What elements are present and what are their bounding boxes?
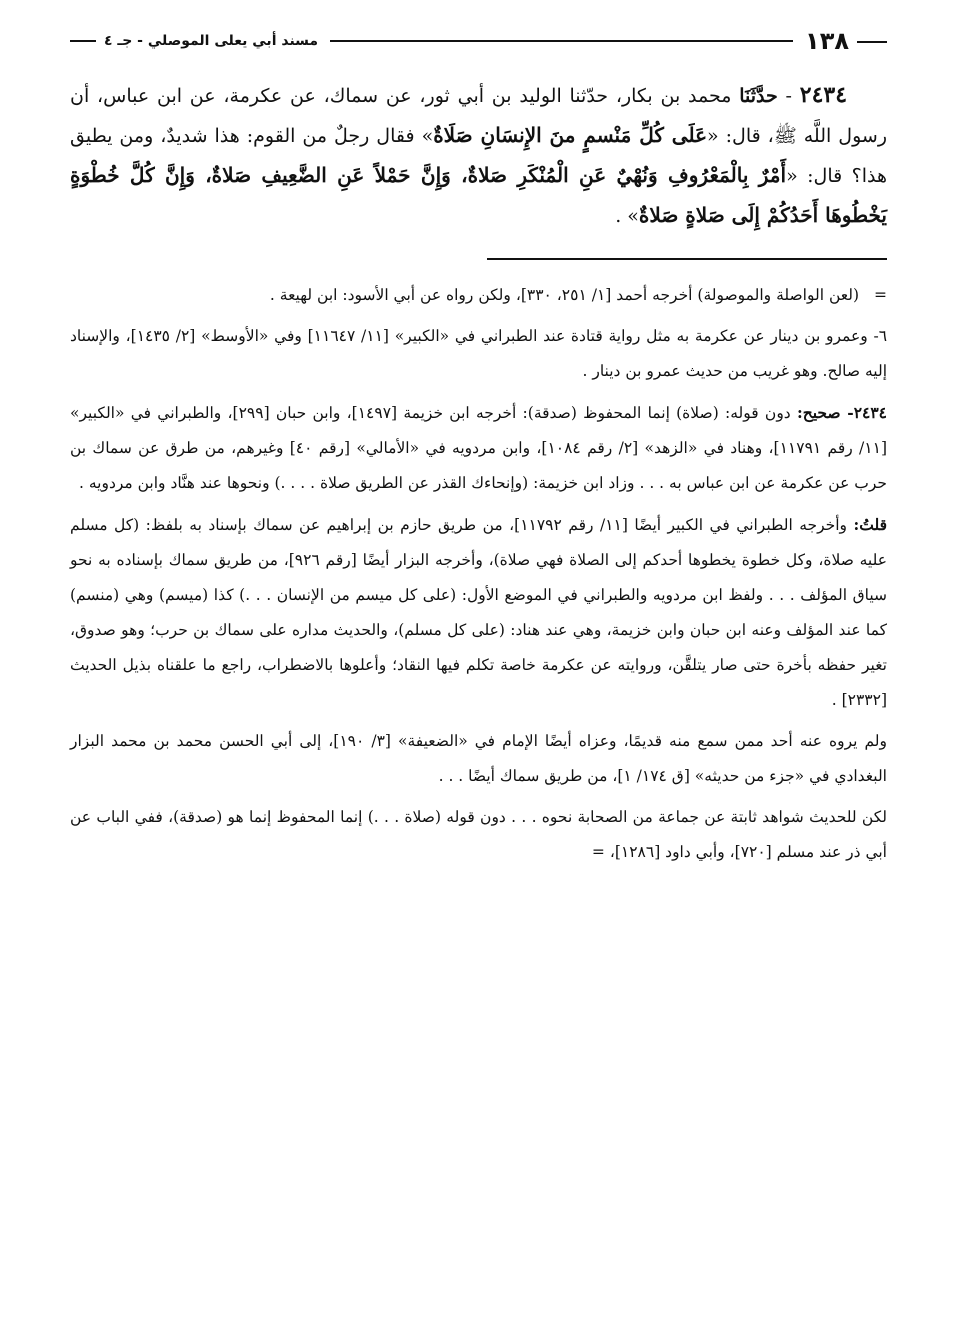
hadith-text xyxy=(70,76,887,236)
hadith-lead: حدَّثَنَا xyxy=(739,85,778,107)
hadith-dash: - xyxy=(777,85,800,107)
footnote-qultu xyxy=(70,507,887,718)
footnote-shawahid xyxy=(70,800,887,870)
footnote-further xyxy=(70,724,887,794)
footnote-separator xyxy=(487,258,887,260)
footnote-text: وأخرجه الطبراني في الكبير أيضًا [١١/ رقم ١١٧٩٢]، من طريق حازم بن إبراهيم عن سماك بإسناد به بلفظ: (كل مسلم عليه صلاة، وكل خطوة يخطوها أحدكم إلى الصلاة فهي صلاة)، وأخرجه البزار أيضًا [رقم ٩٢٦]، من طريق سماك بإسناده به نحو سياق المؤلف . . . ولفظ ابن مردويه والطبراني في الموضع الأول: (على كل ميسم من الإنسان . . .) كذا (ميسم) وهي (منسم) كما عند المؤلف وعنه ابن حبان وابن خزيمة، وهي عند هناد: (على كل مسلم)، والحديث مداره على سماك بن حرب؛ وهو صدوق، تغير حفظه بأخرة حتى صار يتلقَّن، وروايته عن عكرمة خاصة تكلم فيها النقاد؛ وأعلوها بالاضطراب، راجع ما علقناه بذيل الحديث [٢٣٣٢] . xyxy=(70,516,887,709)
hadith-mid: » فقال رجلٌ من القوم: هذا شديدٌ، ومن يطيق هذا؟ قال: « xyxy=(70,125,888,187)
hadith-quote-1: عَلَى كُلِّ مَنْسمٍ منَ الإِنسَانِ صَلَاةٌ xyxy=(433,123,708,147)
page-header xyxy=(70,26,887,56)
footnotes xyxy=(70,278,887,870)
footnote-text: ولم يروه عنه أحد ممن سمع منه قديمًا، وعزاه أيضًا الإمام في «الضعيفة» [٣/ ١٩٠]، إلى أبي الحسن محمد بن محمد البزار البغدادي في «جزء من حديثه» [ق ١٧٤/ ١]، من طريق سماك أيضًا . . . xyxy=(70,732,887,785)
footnote-lead: ٢٤٣٤- صحيح: xyxy=(796,403,888,422)
footnote-continuation-marker: = xyxy=(874,286,887,304)
header-rule xyxy=(330,40,793,42)
footnote-lead: قلتُ: xyxy=(853,515,887,534)
footnote-text: دون قوله: (صلاة) إنما المحفوظ (صدقة): أخرجه ابن خزيمة [١٤٩٧]، وابن حبان [٢٩٩]، والطبراني في «الكبير» [١١/ رقم ١١٧٩١]، وهناد في «الزهد» [٢/ رقم ١٠٨٤]، وابن مردويه في «الأمالي» [رقم ٤٠] وغيرهم، من طرق عن سماك بن حرب عن عكرمة عن ابن عباس به . . . وزاد ابن خزيمة: (وإنحاءك القذر عن الطريق صلاة . . . .) ونحوها عند هنَّاد وابن مردويه . xyxy=(70,404,887,492)
footnote-2434 xyxy=(70,395,887,501)
running-title: مسند أبي يعلى الموصلي - جـ ٤ xyxy=(70,33,318,49)
page-number: ١٣٨ xyxy=(805,27,887,55)
footnote-text: ٦- وعمرو بن دينار عن عكرمة به مثل رواية قتادة عند الطبراني في «الكبير» [١١/ ١١٦٤٧] وفي «الأوسط» [٢/ ١٤٣٥]، والإسناد إليه صالح. وهو غريب من حديث عمرو بن دينار . xyxy=(70,327,888,380)
footnote-text: (لعن الواصلة والموصولة) أخرجه أحمد [١/ ٢٥١، ٣٣٠]، ولكن رواه عن أبي الأسود: ابن لهيعة . xyxy=(269,286,859,304)
footnote-continuation xyxy=(70,278,887,313)
hadith-quote-2: أَمْرٌ بِالْمَعْرُوفِ وَنُهْيٌ عَنِ الْمُنْكَرِ صَلاةٌ، وَإِنَّ حَمْلاً عَنِ الضَّعِيفِ صَلاةٌ، وَإِنَّ كُلَّ خُطْوَةٍ يَخْطُوهَا أَحَدُكُمْ إِلَى صَلاةٍ صَلاةٌ xyxy=(70,163,887,227)
hadith-end: » . xyxy=(615,205,639,227)
footnote-6 xyxy=(70,319,887,389)
footnote-text: لكن للحديث شواهد ثابتة عن جماعة من الصحابة نحوه . . . دون قوله (صلاة . . .) إنما المحفوظ إنما هو (صدقة)، ففي الباب عن أبي ذر عند مسلم [٧٢٠]، وأبي داود [١٢٨٦]، = xyxy=(70,808,887,861)
hadith-number: ٢٤٣٤ xyxy=(799,82,848,108)
hadith-chain: محمد بن بكار، حدّثنا الوليد بن أبي ثور، عن سماك، عن عكرمة، عن ابن عباس، أن رسول اللَّه ﷺ، قال: « xyxy=(70,85,887,147)
